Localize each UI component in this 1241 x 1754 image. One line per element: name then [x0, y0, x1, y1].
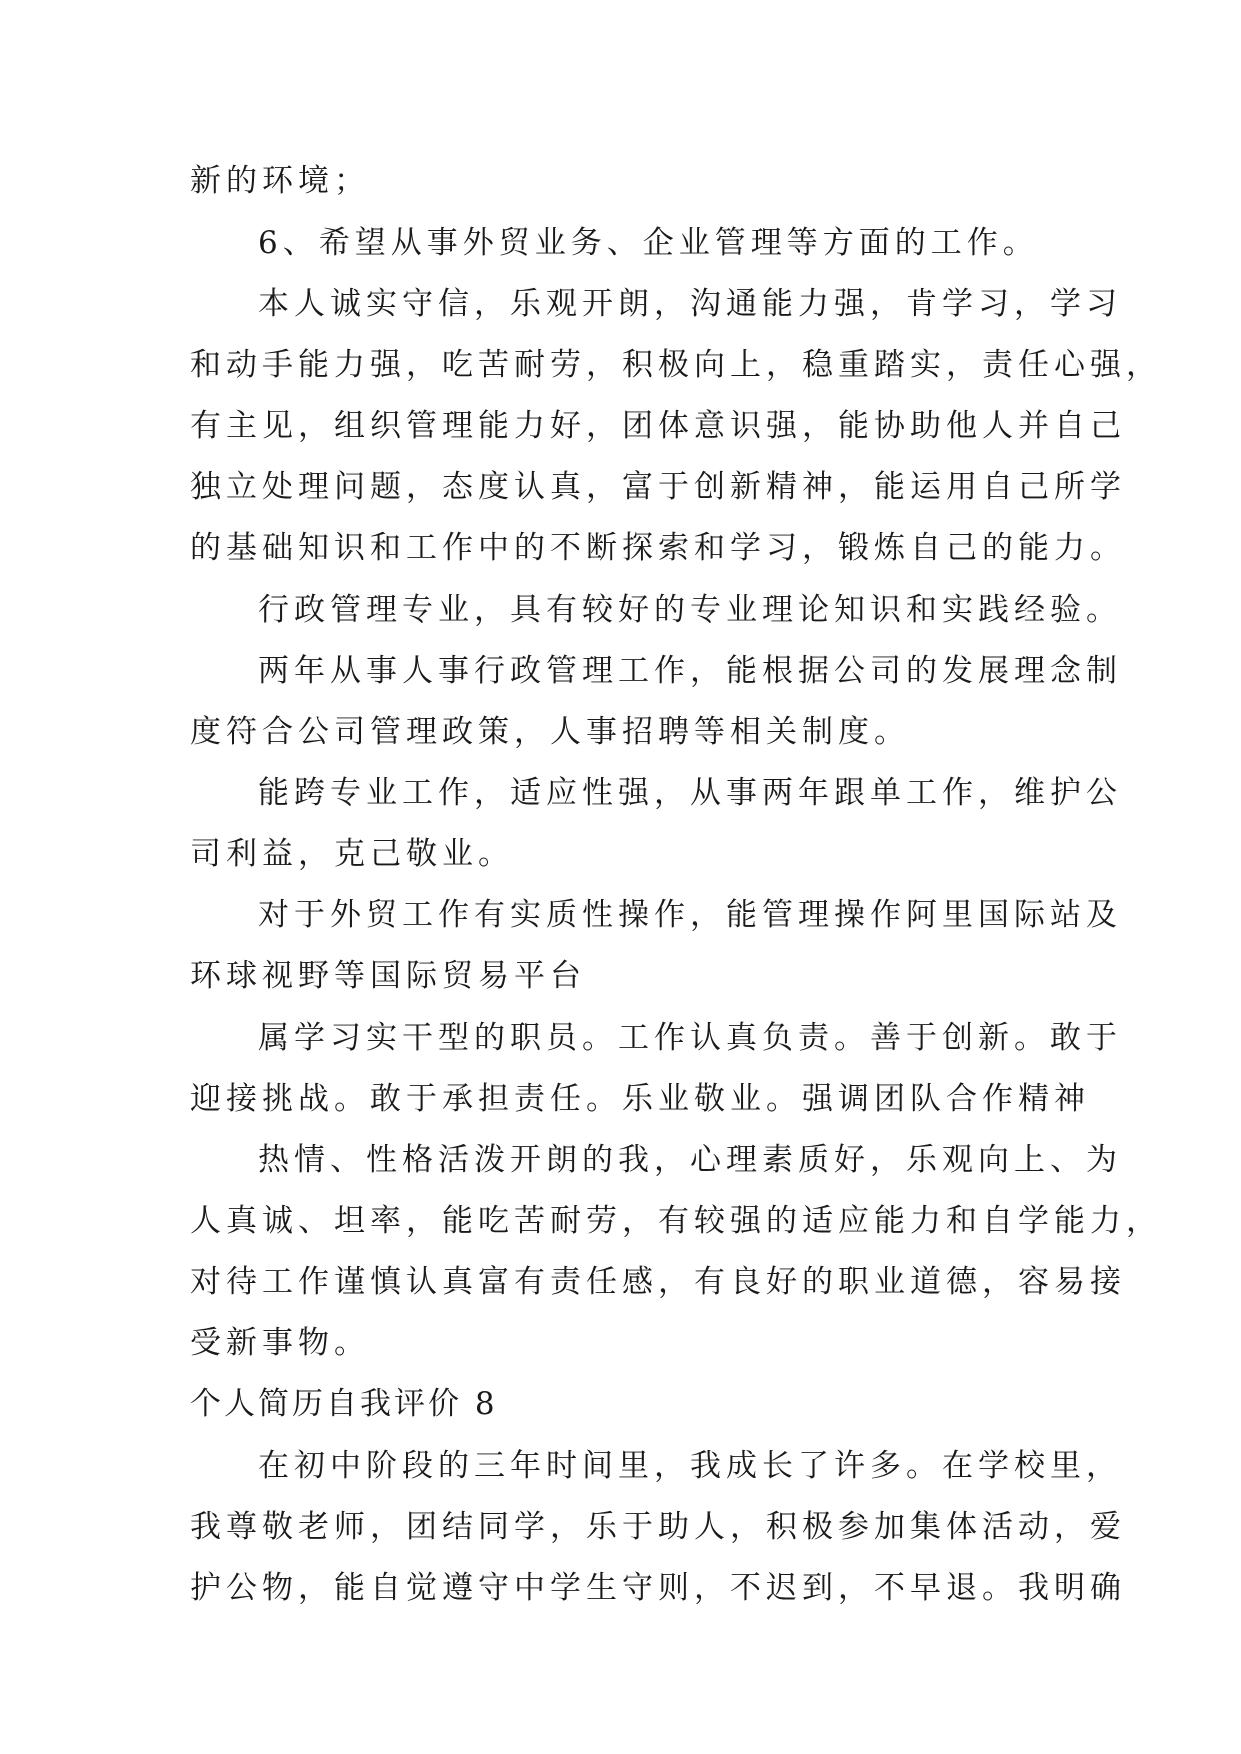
- paragraph-line: 在初中阶段的三年时间里，我成长了许多。在学校里，: [258, 1448, 1122, 1484]
- section-heading: 个人简历自我评价 8: [190, 1386, 498, 1422]
- paragraph-line: 新的环境；: [190, 163, 370, 199]
- paragraph-line: 能跨专业工作，适应性强，从事两年跟单工作，维护公: [258, 775, 1122, 811]
- paragraph-line: 和动手能力强，吃苦耐劳，积极向上，稳重踏实，责任心强，: [190, 347, 1162, 383]
- paragraph-line: 我尊敬老师，团结同学，乐于助人，积极参加集体活动，爱: [190, 1509, 1126, 1545]
- paragraph-line: 司利益，克己敬业。: [190, 836, 514, 872]
- paragraph-line: 对于外贸工作有实质性操作，能管理操作阿里国际站及: [258, 897, 1122, 933]
- paragraph-line: 人真诚、坦率，能吃苦耐劳，有较强的适应能力和自学能力，: [190, 1203, 1162, 1239]
- paragraph-line: 有主见，组织管理能力好，团体意识强，能协助他人并自己: [190, 408, 1126, 444]
- paragraph-line: 独立处理问题，态度认真，富于创新精神，能运用自己所学: [190, 469, 1126, 505]
- paragraph-line: 两年从事人事行政管理工作，能根据公司的发展理念制: [258, 653, 1122, 689]
- paragraph-line: 对待工作谨慎认真富有责任感，有良好的职业道德，容易接: [190, 1264, 1126, 1300]
- paragraph-line: 行政管理专业，具有较好的专业理论知识和实践经验。: [258, 592, 1122, 628]
- paragraph-line: 热情、性格活泼开朗的我，心理素质好，乐观向上、为: [258, 1142, 1122, 1178]
- paragraph-line: 环球视野等国际贸易平台: [190, 958, 586, 994]
- paragraph-line: 属学习实干型的职员。工作认真负责。善于创新。敢于: [258, 1020, 1122, 1056]
- paragraph-line: 度符合公司管理政策，人事招聘等相关制度。: [190, 714, 910, 750]
- paragraph-line: 的基础知识和工作中的不断探索和学习，锻炼自己的能力。: [190, 530, 1126, 566]
- paragraph-line: 受新事物。: [190, 1325, 370, 1361]
- paragraph-line: 护公物，能自觉遵守中学生守则，不迟到，不早退。我明确: [190, 1570, 1126, 1606]
- paragraph-line: 本人诚实守信，乐观开朗，沟通能力强，肯学习，学习: [258, 286, 1122, 322]
- paragraph-line: 迎接挑战。敢于承担责任。乐业敬业。强调团队合作精神: [190, 1081, 1090, 1117]
- paragraph-line: 6、希望从事外贸业务、企业管理等方面的工作。: [258, 225, 1039, 261]
